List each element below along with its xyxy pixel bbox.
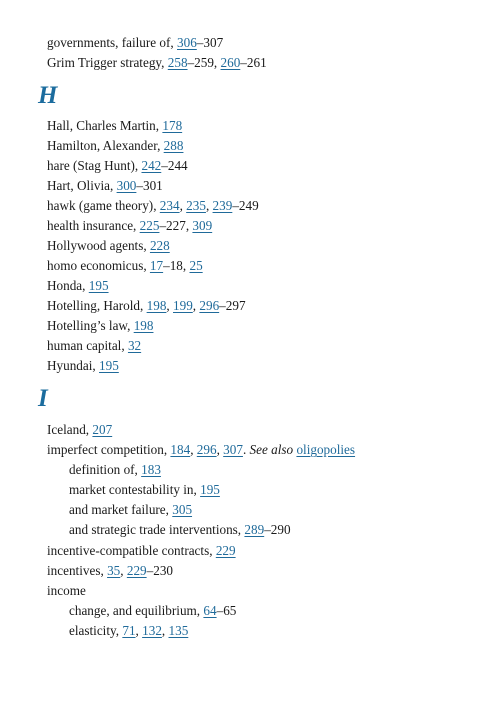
index-entry: [47, 358, 119, 374]
entry-text: –307: [196, 35, 224, 50]
index-subentry: [69, 603, 236, 619]
section-letter-i: I: [38, 385, 48, 412]
entry-text: –227,: [159, 218, 193, 233]
entry-text: incentive-compatible contracts,: [47, 543, 216, 558]
entry-text: Hyundai,: [47, 358, 100, 373]
entry-text: –301: [136, 178, 163, 193]
page-number-link[interactable]: 234: [159, 198, 180, 213]
entry-text: change, and equilibrium,: [69, 603, 204, 618]
cross-reference-link[interactable]: oligopolies: [296, 442, 356, 457]
page-number-link[interactable]: 296: [196, 442, 217, 457]
entry-text: ,: [135, 623, 143, 638]
entry-text: human capital,: [47, 338, 128, 353]
page-number-link[interactable]: 207: [92, 422, 113, 437]
index-subentry: [69, 462, 161, 478]
page-number-link[interactable]: 178: [162, 118, 183, 133]
index-entry: [47, 543, 236, 559]
index-entry: [47, 278, 109, 294]
entry-text: –261: [240, 55, 267, 70]
page-number-link[interactable]: 195: [99, 358, 119, 373]
page-number-link[interactable]: 307: [223, 442, 243, 457]
entry-text: and strategic trade interventions,: [69, 522, 245, 537]
entry-text: health insurance,: [47, 218, 140, 233]
see-also-label: See also: [249, 442, 294, 457]
entry-text: Hamilton, Alexander,: [47, 138, 164, 153]
page-number-link[interactable]: 260: [220, 55, 241, 70]
entry-text: and market failure,: [69, 502, 173, 517]
entry-text: income: [47, 583, 86, 598]
page-number-link[interactable]: 25: [189, 258, 203, 273]
page-number-link[interactable]: 199: [173, 298, 193, 313]
page-number-link[interactable]: 306: [177, 35, 197, 50]
entry-text: Hotelling, Harold,: [47, 298, 147, 313]
entry-text: hawk (game theory),: [47, 198, 160, 213]
page-number-link[interactable]: 225: [139, 218, 160, 233]
index-entry: [47, 338, 141, 354]
entry-text: ,: [190, 442, 197, 457]
page-number-link[interactable]: 183: [141, 462, 161, 477]
index-entry: [47, 35, 223, 51]
index-subentry: [69, 502, 192, 518]
index-entry: [47, 422, 112, 438]
index-entry: [47, 318, 153, 334]
page-number-link[interactable]: 71: [122, 623, 136, 638]
page-number-link[interactable]: 32: [127, 338, 142, 353]
page-number-link[interactable]: 198: [146, 298, 167, 313]
entry-text: ,: [216, 442, 224, 457]
entry-text: ,: [120, 563, 127, 578]
entry-text: –290: [264, 522, 291, 537]
entry-text: governments, failure of,: [47, 35, 178, 50]
index-entry: [47, 178, 163, 194]
index-entry: [47, 298, 246, 314]
page-number-link[interactable]: 228: [149, 238, 170, 253]
index-subentry: [69, 522, 291, 538]
index-subentry: [69, 482, 220, 498]
page-number-link[interactable]: 300: [116, 178, 137, 193]
page-number-link[interactable]: 305: [172, 502, 193, 517]
page-number-link[interactable]: 35: [107, 563, 121, 578]
entry-text: –297: [219, 298, 246, 313]
page-number-link[interactable]: 289: [244, 522, 265, 537]
entry-text: definition of,: [69, 462, 142, 477]
entry-text: Hollywood agents,: [47, 238, 150, 253]
entry-text: imperfect competition,: [47, 442, 171, 457]
entry-text: elasticity,: [69, 623, 123, 638]
entry-text: ,: [166, 298, 173, 313]
page-number-link[interactable]: 195: [88, 278, 109, 293]
entry-text: .: [242, 442, 250, 457]
entry-text: –230: [146, 563, 173, 578]
page-number-link[interactable]: 135: [168, 623, 189, 638]
entry-text: incentives,: [47, 563, 108, 578]
entry-text: –244: [161, 158, 188, 173]
page-number-link[interactable]: 195: [200, 482, 220, 497]
page-number-link[interactable]: 239: [212, 198, 233, 213]
index-entry: [47, 442, 355, 458]
page-number-link[interactable]: 17: [149, 258, 164, 273]
page-number-link[interactable]: 235: [186, 198, 206, 213]
entry-text: Iceland,: [47, 422, 93, 437]
entry-text: –249: [232, 198, 259, 213]
entry-text: Honda,: [47, 278, 89, 293]
page-number-link[interactable]: 296: [199, 298, 220, 313]
index-entry: [47, 198, 259, 214]
index-entry: [47, 55, 267, 71]
entry-text: market contestability in,: [69, 482, 201, 497]
page-number-link[interactable]: 309: [192, 218, 213, 233]
page-number-link[interactable]: 184: [170, 442, 191, 457]
page-number-link[interactable]: 288: [163, 138, 184, 153]
page-number-link[interactable]: 258: [167, 55, 188, 70]
index-entry: [47, 258, 203, 274]
entry-text: Grim Trigger strategy,: [47, 55, 168, 70]
entry-text: ,: [161, 623, 169, 638]
index-entry: [47, 563, 173, 579]
index-entry: [47, 583, 86, 599]
page-number-link[interactable]: 64: [203, 603, 217, 618]
entry-text: ,: [192, 298, 200, 313]
index-subentry: [69, 623, 188, 639]
entry-text: Hart, Olivia,: [47, 178, 117, 193]
page-number-link[interactable]: 229: [126, 563, 147, 578]
section-letter-h: H: [38, 82, 58, 109]
entry-text: Hotelling’s law,: [47, 318, 134, 333]
entry-text: ,: [205, 198, 213, 213]
index-entry: [47, 238, 170, 254]
entry-text: –65: [216, 603, 237, 618]
page-number-link[interactable]: 242: [141, 158, 162, 173]
entry-text: –18,: [163, 258, 190, 273]
index-entry: [47, 138, 183, 154]
entry-text: ,: [179, 198, 187, 213]
index-entry: [47, 118, 182, 134]
index-entry: [47, 218, 212, 234]
page-number-link[interactable]: 132: [142, 623, 162, 638]
index-entry: [47, 158, 188, 174]
page-number-link[interactable]: 229: [215, 543, 236, 558]
entry-text: hare (Stag Hunt),: [47, 158, 142, 173]
entry-text: –259,: [187, 55, 221, 70]
entry-text: homo economicus,: [47, 258, 150, 273]
page-number-link[interactable]: 198: [133, 318, 154, 333]
entry-text: Hall, Charles Martin,: [47, 118, 163, 133]
